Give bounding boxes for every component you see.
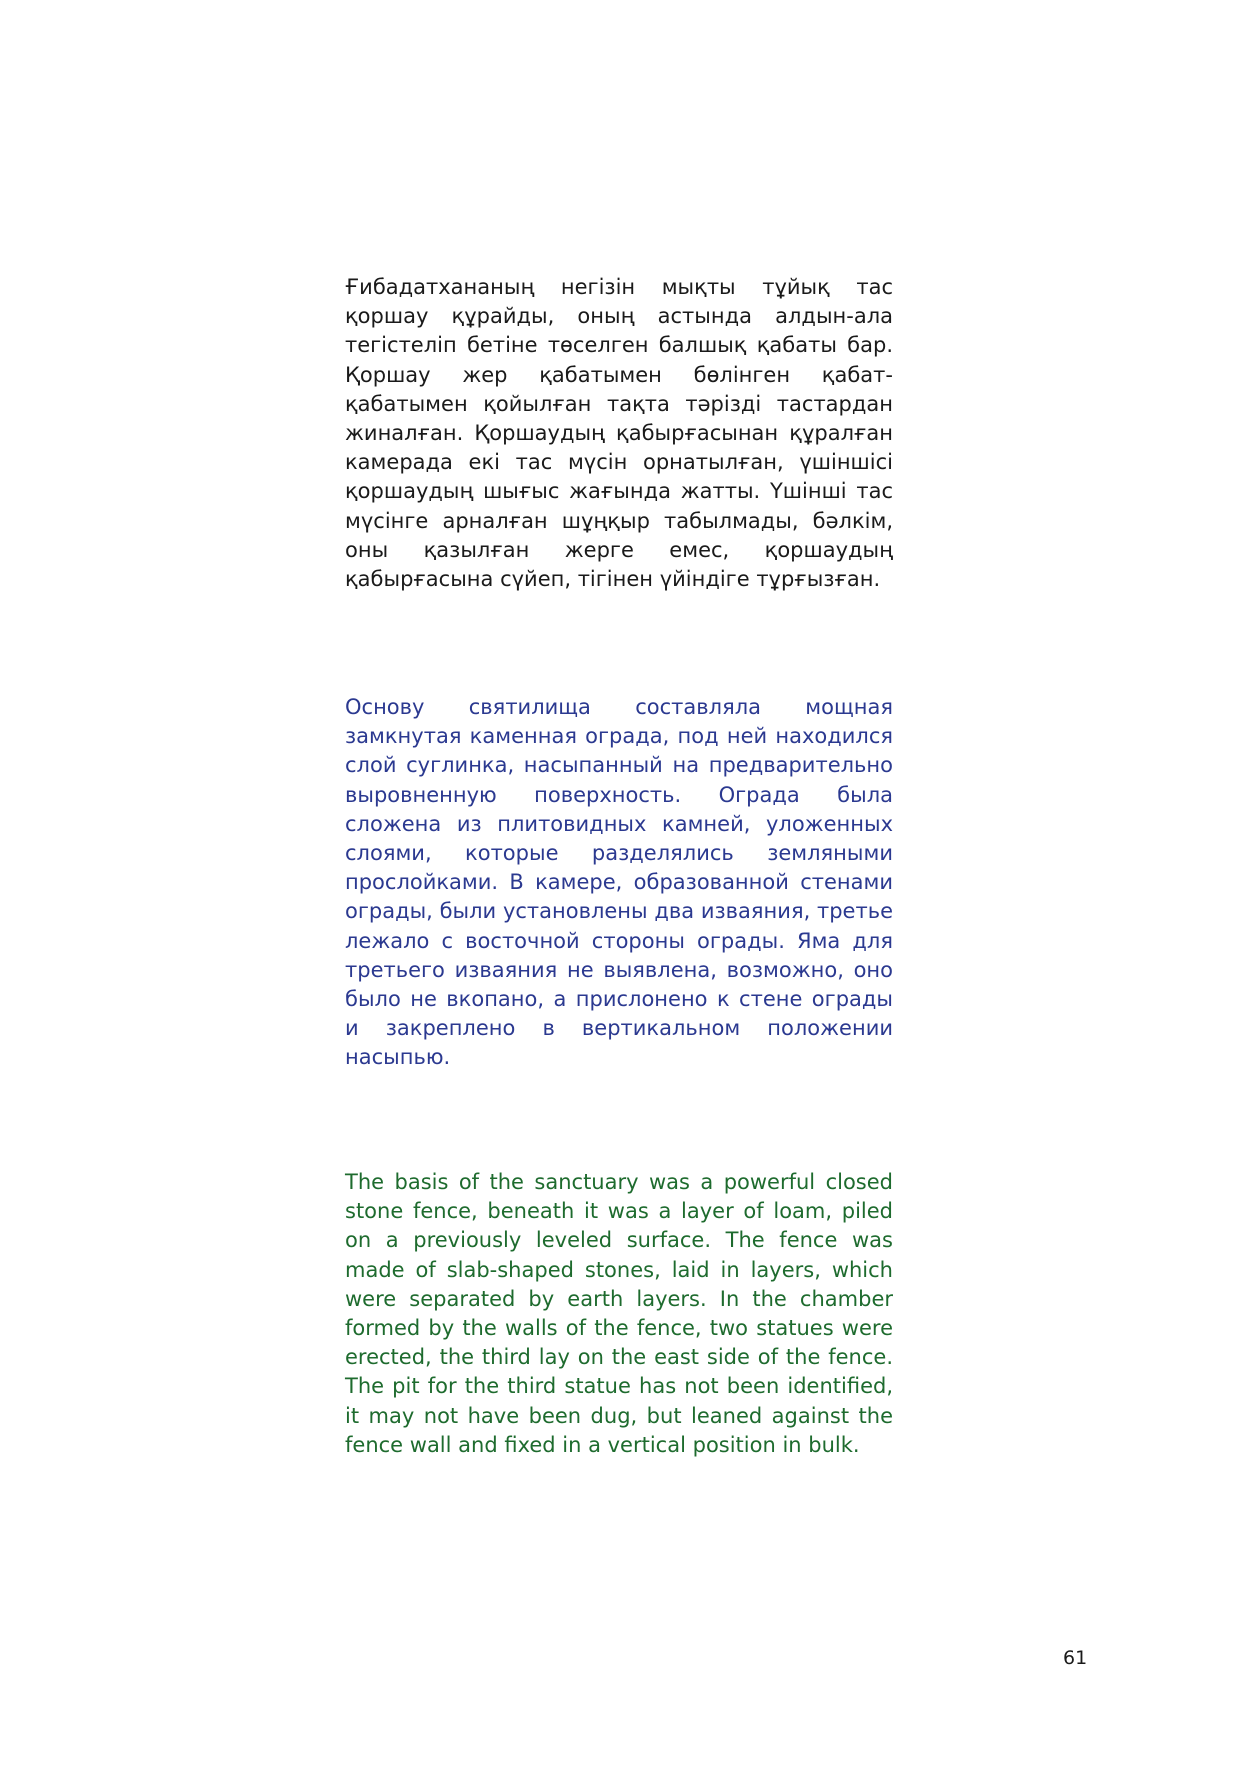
kazakh-paragraph: Ғибадатхананың негізін мықты тұйық тас қоршау құрайды, оның астында алдын-ала тегістеліп бетіне төселген балшық қабаты бар. Қоршау жер қабатымен бөлінген қабат-қабатымен қойылған тақта тәрізді тастардан жиналған. Қоршаудың қабырғасынан құралған камерада екі тас мүсін орнатылған, үшіншісі қоршаудың шығыс жағында жатты. Үшінші тас мүсінге арналған шұңқыр табылмады, бәлкім, оны қазылған жерге емес, қоршаудың қабырғасына сүйеп, тігінен үйіндіге тұрғызған. [345,275,893,592]
page-number: 61 [1063,1647,1088,1669]
russian-paragraph: Основу святилища составляла мощная замкнутая каменная ограда, под ней находился слой суглинка, насыпанный на предварительно выровненную поверхность. Ограда была сложена из плитовидных камней, уложенных слоями, которые разделялись земляными прослойками. В камере, образованной стенами ограды, были установлены два изваяния, третье лежало с восточной стороны ограды. Яма для третьего изваяния не выявлена, возможно, оно было не вкопано, а прислонено к стене ограды и закреплено в вертикальном положении насыпью. [345,695,893,1070]
english-paragraph: The basis of the sanctuary was a powerful closed stone fence, beneath it was a layer of loam, piled on a previously leveled surface. The fence was made of slab-shaped stones, laid in layers, which were separated by earth layers. In the chamber formed by the walls of the fence, two statues were erected, the third lay on the east side of the fence. The pit for the third statue has not been identified, it may not have been dug, but leaned against the fence wall and fixed in a vertical position in bulk. [345,1170,893,1457]
